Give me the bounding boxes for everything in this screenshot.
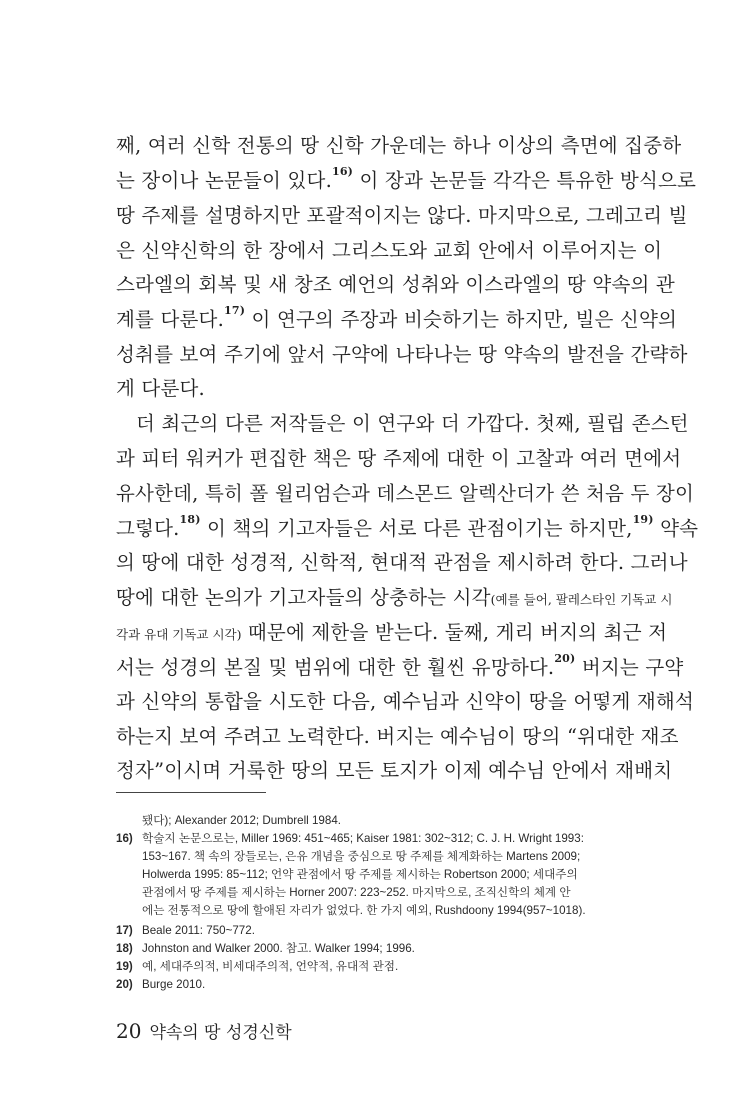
- footnote-17: [116, 923, 628, 939]
- body-text: 이 연구의 주장과 비슷하기는 하지만, 빌은 신약의: [245, 308, 678, 331]
- footnote-text: 예, 세대주의적, 비세대주의적, 언약적, 유대적 관점.: [142, 960, 399, 973]
- body-text: 하는지 보여 주려고 노력한다. 버지는 예수님이 땅의 “위대한 재조: [116, 725, 679, 748]
- body-line: [116, 342, 688, 368]
- body-text: 더 최근의 다른 저작들은 이 연구와 더 가깝다. 첫째, 필립 존스턴: [136, 412, 689, 435]
- footnote-16-line: [116, 903, 628, 919]
- body-line: [116, 585, 673, 611]
- body-text: 째, 여러 신학 전통의 땅 신학 가운데는 하나 이상의 측면에 집중하: [116, 134, 682, 157]
- body-text: 계를 다룬다.: [116, 308, 224, 331]
- body-text: 는 장이나 논문들이 있다.: [116, 169, 332, 192]
- body-text: 이 책의 기고자들은 서로 다른 관점이기는 하지만,: [200, 517, 633, 540]
- running-title: 약속의 땅 성경신학: [149, 1023, 292, 1043]
- body-line: [116, 724, 679, 750]
- body-line: [116, 689, 694, 715]
- body-line: [116, 376, 628, 402]
- footnote-number: 19): [116, 960, 133, 973]
- footnote-text: Burge 2010.: [142, 978, 206, 991]
- body-text: 그렇다.: [116, 517, 180, 540]
- footnote-number: 20): [116, 978, 133, 991]
- body-text: 서는 성경의 본질 및 범위에 대한 한 훨씬 유망하다.: [116, 656, 555, 679]
- body-line: [116, 203, 688, 229]
- page-footer: [116, 1018, 292, 1043]
- body-line: [116, 133, 682, 159]
- body-line: [116, 550, 688, 576]
- footnote-text: 관점에서 땅 주제를 제시하는 Horner 2007: 223~252. 마지막으로, 조직신학의 체계 안: [142, 886, 571, 899]
- footnote-separator: [116, 792, 266, 793]
- body-text: 이 장과 논문들 각각은 특유한 방식으로: [353, 169, 697, 192]
- body-line: [116, 446, 682, 472]
- parenthetical-note: (예를 들어, 팔레스타인 기독교 시: [490, 592, 673, 607]
- body-text: 정자”이시며 거룩한 땅의 모든 토지가 이제 예수님 안에서 재배치: [116, 759, 673, 782]
- footnote-marker-20: 20): [554, 652, 576, 665]
- body-text: 땅에 대한 논의가 기고자들의 상충하는 시각: [116, 586, 491, 609]
- body-line: [116, 481, 694, 507]
- footnote-text: Johnston and Walker 2000. 참고. Walker 1994; 1996.: [142, 942, 415, 955]
- body-line: [116, 758, 673, 784]
- body-line: [116, 165, 697, 194]
- footnote-number: 16): [116, 832, 133, 845]
- body-text: 과 신약의 통합을 시도한 다음, 예수님과 신약이 땅을 어떻게 재해석: [116, 690, 694, 713]
- parenthetical-note: 각과 유대 기독교 시각): [116, 627, 242, 642]
- footnote-number: 18): [116, 942, 133, 955]
- body-text: 약속: [653, 517, 699, 540]
- footnote-19: [116, 959, 628, 975]
- body-text: 스라엘의 회복 및 새 창조 예언의 성취와 이스라엘의 땅 약속의 관: [116, 273, 675, 296]
- body-text: 버지는 구약: [575, 656, 684, 679]
- footnote-16-line: [116, 885, 628, 901]
- footnote-18: [116, 941, 628, 957]
- footnote-marker-16: 16): [331, 165, 354, 178]
- body-line: [116, 272, 675, 298]
- footnote-text: 됐다); Alexander 2012; Dumbrell 1984.: [142, 814, 341, 827]
- footnote-text: 에는 전통적으로 땅에 할애된 자리가 없었다. 한 가지 예외, Rushdoony 1994(957~1018).: [142, 904, 586, 917]
- footnote-16-line: [116, 867, 628, 883]
- footnote-text: Holwerda 1995: 85~112; 언약 관점에서 땅 주제를 제시하는 Robertson 2000; 세대주의: [142, 868, 578, 881]
- footnote-number: 17): [116, 924, 133, 937]
- body-line: [116, 238, 663, 264]
- body-text: 과 피터 워커가 편집한 책은 땅 주제에 대한 이 고찰과 여러 면에서: [116, 447, 682, 470]
- body-line: [116, 513, 699, 542]
- footnote-text: 학술지 논문으로는, Miller 1969: 451~465; Kaiser 1981: 302~312; C. J. H. Wright 1993:: [142, 832, 584, 845]
- body-text: 땅 주제를 설명하지만 포괄적이지는 않다. 마지막으로, 그레고리 빌: [116, 204, 688, 227]
- footnote-marker-17: 17): [223, 304, 246, 317]
- footnote-marker-18: 18): [179, 513, 201, 526]
- body-line: [116, 652, 684, 681]
- footnote-20: [116, 977, 628, 993]
- body-line: [116, 304, 678, 333]
- footnote-text: 153~167. 책 속의 장들로는, 은유 개념을 중심으로 땅 주제를 체계화하는 Martens 2009;: [142, 850, 581, 863]
- footnote-text: Beale 2011: 750~772.: [142, 924, 255, 937]
- body-text: 의 땅에 대한 성경적, 신학적, 현대적 관점을 제시하려 한다. 그러나: [116, 551, 688, 574]
- page-number: 20: [116, 1019, 142, 1043]
- body-text: 게 다룬다.: [116, 377, 205, 400]
- footnote-continuation: [116, 813, 628, 829]
- footnote-16-line: [116, 849, 628, 865]
- body-text: 유사한데, 특히 폴 윌리엄슨과 데스몬드 알렉산더가 쓴 처음 두 장이: [116, 482, 694, 505]
- body-line: [116, 620, 668, 646]
- body-text: 때문에 제한을 받는다. 둘째, 게리 버지의 최근 저: [241, 621, 668, 644]
- footnote-16: [116, 831, 628, 847]
- body-line-indent: [136, 411, 689, 437]
- body-text: 은 신약신학의 한 장에서 그리스도와 교회 안에서 이루어지는 이: [116, 239, 663, 262]
- footnote-marker-19: 19): [632, 513, 654, 526]
- body-text: 성취를 보여 주기에 앞서 구약에 나타나는 땅 약속의 발전을 간략하: [116, 343, 688, 366]
